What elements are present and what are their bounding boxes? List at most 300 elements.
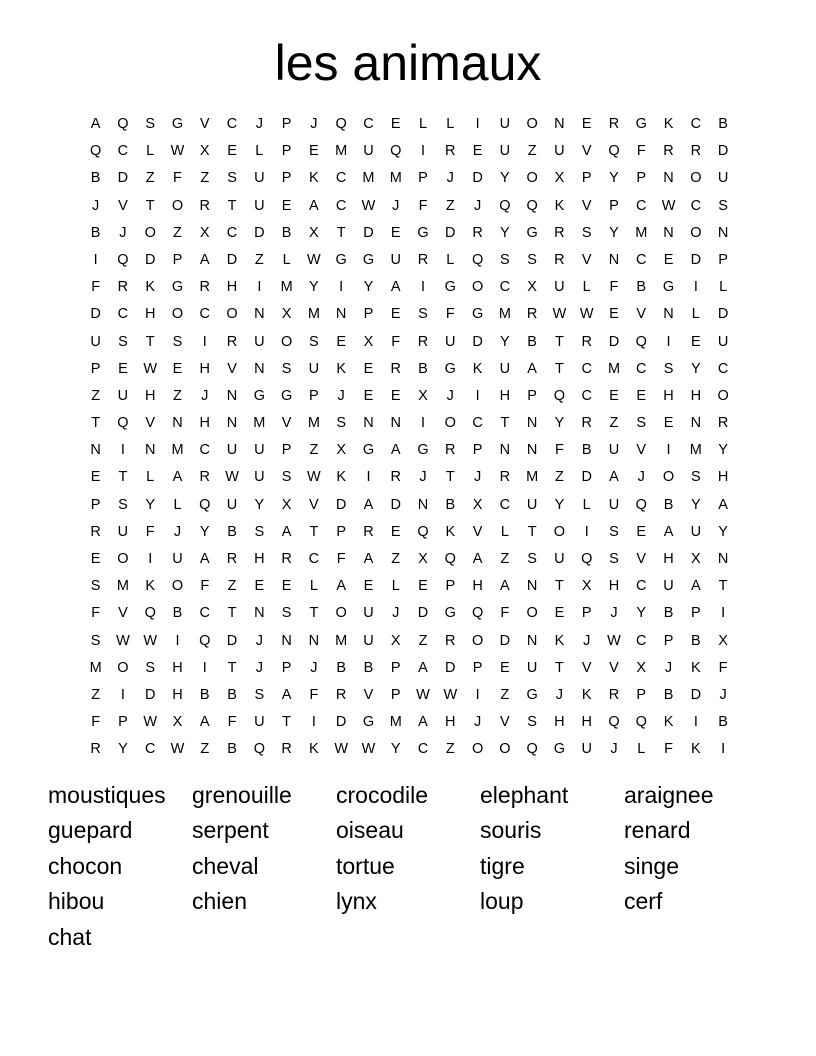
grid-letter: J (310, 116, 318, 132)
grid-letter: K (690, 741, 701, 758)
grid-letter: F (145, 523, 155, 540)
grid-letter: D (144, 251, 156, 268)
grid-row (82, 682, 737, 709)
grid-letter: S (254, 686, 265, 703)
grid-letter: H (472, 578, 483, 595)
grid-letter: A (363, 496, 374, 513)
grid-letter: M (307, 415, 320, 432)
grid-letter: Z (418, 632, 428, 649)
grid-letter: K (554, 197, 565, 214)
grid-letter: E (554, 605, 565, 622)
grid-letter: S (418, 306, 428, 323)
grid-letter: M (89, 659, 102, 676)
word-list-item: guepard (48, 817, 133, 844)
grid-letter: H (690, 387, 702, 404)
grid-letter: V (118, 605, 128, 622)
grid-letter: L (255, 143, 264, 160)
grid-row (82, 437, 737, 464)
grid-letter: M (307, 306, 320, 323)
grid-letter: C (499, 279, 511, 296)
word-list-item: tigre (480, 852, 525, 879)
grid-letter: D (90, 306, 101, 323)
grid-letter: E (390, 116, 401, 132)
grid-letter: I (120, 442, 125, 459)
grid-letter: Q (526, 741, 538, 758)
grid-letter: K (145, 279, 156, 296)
grid-letter: O (471, 741, 484, 758)
grid-letter: U (445, 333, 456, 350)
grid-letter: J (583, 632, 591, 649)
grid-letter: I (421, 415, 426, 432)
grid-letter: T (227, 659, 237, 676)
grid-letter: P (581, 605, 592, 622)
grid-letter: Y (500, 170, 510, 187)
grid-letter: E (281, 578, 292, 595)
grid-letter: T (145, 197, 155, 214)
grid-letter: V (636, 551, 647, 567)
grid-letter: B (172, 605, 183, 622)
grid-letter: T (91, 415, 101, 432)
grid-letter: H (608, 578, 620, 595)
grid-row (82, 546, 737, 573)
word-list-item: elephant (480, 782, 569, 808)
word-list-item: renard (624, 817, 691, 844)
grid-letter: Y (199, 523, 210, 540)
grid-letter: F (664, 741, 673, 758)
grid-letter: D (144, 686, 156, 703)
grid-letter: F (227, 714, 237, 731)
grid-letter: B (445, 496, 456, 513)
grid-letter: N (526, 578, 538, 595)
grid-letter: W (143, 714, 158, 731)
grid-letter: C (226, 224, 238, 241)
grid-letter: C (717, 360, 729, 377)
grid-letter: D (690, 686, 702, 703)
word-list-item: loup (480, 888, 524, 915)
grid-letter: K (336, 469, 346, 486)
grid-letter: A (418, 714, 428, 731)
grid-letter: J (419, 469, 427, 486)
grid-letter: D (226, 632, 238, 649)
word-list-item: lynx (336, 888, 377, 915)
grid-letter: U (526, 496, 538, 513)
grid-letter: R (445, 143, 456, 160)
grid-letter: I (148, 551, 153, 567)
word-list-item: oiseau (336, 817, 404, 844)
grid-letter: N (526, 632, 538, 649)
grid-letter: Y (609, 224, 619, 241)
grid-letter: C (117, 143, 129, 160)
grid-letter: X (199, 224, 210, 241)
grid-letter: J (446, 387, 454, 404)
grid-letter: G (171, 279, 184, 296)
grid-letter: C (581, 360, 592, 377)
grid-letter: V (581, 659, 592, 676)
grid-letter: W (361, 197, 376, 214)
grid-letter: S (145, 116, 156, 132)
grid-letter: H (717, 469, 729, 486)
grid-letter: U (499, 116, 511, 132)
grid-letter: T (309, 605, 319, 622)
grid-letter: D (608, 333, 620, 350)
grid-letter: S (609, 523, 619, 540)
grid-letter: A (609, 469, 619, 486)
grid-letter: L (146, 469, 155, 486)
grid-letter: S (172, 333, 183, 350)
grid-letter: P (281, 659, 292, 676)
grid-letter: U (554, 143, 565, 160)
grid-row (82, 274, 737, 301)
grid-letter: F (91, 605, 101, 622)
grid-letter: X (309, 224, 319, 241)
grid-letter: R (663, 143, 674, 160)
grid-letter: B (636, 279, 647, 296)
grid-letter: D (690, 251, 702, 268)
grid-letter: J (610, 605, 618, 622)
grid-letter: U (690, 523, 702, 540)
grid-letter: K (145, 578, 156, 595)
grid-letter: N (526, 442, 538, 459)
grid-letter: G (662, 279, 675, 296)
grid-letter: M (389, 170, 402, 187)
grid-letter: W (443, 686, 458, 703)
grid-letter: Y (118, 741, 128, 758)
grid-letter: B (527, 333, 537, 350)
grid-letter: N (663, 306, 674, 323)
grid-letter: Z (445, 197, 455, 214)
grid-letter: D (117, 170, 129, 187)
grid-letter: C (690, 116, 702, 132)
grid-letter: L (282, 251, 291, 268)
grid-letter: Q (471, 605, 484, 622)
word-list (48, 778, 788, 955)
grid-letter: X (554, 170, 565, 187)
grid-letter: L (719, 279, 728, 296)
grid-letter: H (445, 714, 456, 731)
grid-letter: I (475, 387, 480, 404)
grid-letter: F (554, 442, 564, 459)
grid-letter: L (582, 496, 591, 513)
grid-letter: U (117, 523, 129, 540)
grid-letter: R (281, 741, 292, 758)
grid-row (82, 736, 737, 763)
grid-letter: S (118, 496, 128, 513)
grid-letter: U (254, 333, 265, 350)
grid-letter: N (554, 116, 565, 132)
grid-letter: F (636, 143, 646, 160)
grid-letter: M (362, 170, 375, 187)
grid-letter: N (608, 251, 620, 268)
grid-letter: S (254, 523, 265, 540)
grid-letter: Z (173, 224, 182, 241)
grid-letter: A (309, 197, 319, 214)
grid-row (82, 410, 737, 437)
grid-letter: Y (690, 360, 701, 377)
grid-letter: M (335, 143, 348, 160)
grid-letter: E (663, 251, 674, 268)
grid-letter: Z (527, 143, 537, 160)
grid-letter: U (363, 632, 374, 649)
grid-letter: H (226, 279, 238, 296)
grid-letter: P (527, 387, 537, 404)
grid-letter: P (118, 714, 128, 731)
grid-letter: Q (417, 523, 429, 540)
grid-letter: P (281, 116, 292, 132)
grid-letter: I (584, 523, 589, 540)
grid-letter: C (363, 116, 374, 132)
grid-letter: H (199, 360, 210, 377)
grid-letter: C (636, 197, 647, 214)
grid-letter: R (608, 686, 620, 703)
grid-letter: P (309, 387, 319, 404)
grid-letter: E (90, 551, 101, 567)
grid-letter: O (690, 224, 702, 241)
grid-letter: S (309, 333, 319, 350)
grid-letter: E (609, 387, 619, 404)
grid-letter: Z (91, 387, 101, 404)
grid-letter: G (253, 387, 265, 404)
word-list-item: cerf (624, 888, 663, 915)
grid-letter: E (500, 659, 510, 676)
grid-letter: S (581, 224, 592, 241)
grid-letter: N (90, 442, 101, 459)
grid-letter: K (554, 632, 565, 649)
grid-row (82, 709, 737, 736)
grid-letter: Y (718, 523, 728, 540)
grid-letter: D (363, 224, 374, 241)
grid-letter: X (472, 496, 483, 513)
grid-letter: O (144, 224, 156, 241)
grid-letter: B (363, 659, 374, 676)
grid-letter: T (227, 197, 237, 214)
grid-letter: D (445, 659, 456, 676)
grid-letter: Z (500, 551, 510, 567)
grid-letter: S (500, 251, 510, 268)
grid-letter: I (721, 741, 726, 758)
grid-letter: W (143, 632, 158, 649)
word-list-item: souris (480, 817, 542, 844)
grid-letter: U (254, 714, 265, 731)
grid-letter: A (172, 469, 183, 486)
grid-letter: F (445, 306, 455, 323)
grid-row (82, 165, 737, 192)
grid-letter: U (608, 496, 620, 513)
grid-letter: O (690, 170, 702, 187)
grid-letter: D (499, 632, 511, 649)
word-list-item: chien (192, 888, 247, 915)
grid-letter: R (117, 279, 129, 296)
grid-letter: L (391, 578, 400, 595)
grid-letter: J (92, 197, 100, 214)
grid-letter: C (636, 578, 647, 595)
grid-letter: M (498, 306, 511, 323)
grid-letter: Z (309, 442, 319, 459)
grid-letter: W (579, 306, 594, 323)
grid-letter: E (636, 523, 647, 540)
grid-letter: G (171, 116, 184, 132)
grid-letter: U (363, 605, 374, 622)
grid-letter: M (689, 442, 702, 459)
grid-letter: D (226, 251, 238, 268)
grid-letter: N (335, 306, 347, 323)
grid-letter: N (526, 415, 538, 432)
grid-letter: I (202, 333, 207, 350)
grid-letter: W (307, 251, 321, 268)
grid-letter: R (554, 251, 565, 268)
grid-letter: U (90, 333, 101, 350)
grid-letter: A (199, 714, 210, 731)
grid-letter: U (499, 143, 511, 160)
grid-letter: D (335, 714, 347, 731)
grid-letter: Q (117, 251, 129, 268)
grid-letter: R (417, 333, 429, 350)
grid-letter: R (608, 116, 620, 132)
grid-letter: U (554, 279, 565, 296)
grid-letter: T (227, 605, 237, 622)
grid-row (82, 573, 737, 600)
grid-letter: S (90, 632, 101, 649)
grid-letter: J (392, 605, 400, 622)
grid-letter: R (526, 306, 538, 323)
grid-letter: Q (608, 714, 620, 731)
grid-letter: E (336, 333, 346, 350)
grid-letter: X (527, 279, 537, 296)
grid-letter: H (199, 415, 210, 432)
grid-letter: G (444, 279, 456, 296)
grid-letter: B (663, 496, 674, 513)
grid-letter: C (499, 496, 511, 513)
grid-letter: P (281, 442, 292, 459)
grid-letter: Y (254, 496, 265, 513)
grid-letter: K (690, 659, 701, 676)
grid-letter: D (717, 143, 729, 160)
grid-letter: L (500, 523, 509, 540)
grid-letter: M (280, 279, 293, 296)
grid-letter: R (390, 360, 401, 377)
grid-letter: Q (553, 387, 566, 404)
grid-letter: C (690, 197, 702, 214)
grid-letter: T (718, 578, 728, 595)
grid-letter: O (335, 605, 347, 622)
grid-row (82, 193, 737, 220)
grid-letter: J (446, 170, 454, 187)
grid-letter: B (199, 686, 210, 703)
grid-letter: E (118, 360, 128, 377)
grid-letter: T (309, 523, 319, 540)
grid-letter: X (172, 714, 183, 731)
grid-letter: X (336, 442, 346, 459)
grid-letter: P (281, 170, 292, 187)
grid-letter: R (445, 442, 456, 459)
grid-letter: O (526, 116, 538, 132)
grid-letter: J (201, 387, 209, 404)
grid-letter: Y (309, 279, 319, 296)
grid-letter: B (718, 714, 728, 731)
grid-letter: E (254, 578, 265, 595)
grid-letter: U (663, 578, 674, 595)
grid-letter: E (309, 143, 319, 160)
grid-letter: F (500, 605, 510, 622)
grid-letter: T (554, 578, 564, 595)
grid-letter: X (199, 143, 210, 160)
grid-letter: X (690, 551, 701, 567)
grid-letter: P (445, 578, 456, 595)
grid-row (82, 655, 737, 682)
grid-letter: W (552, 306, 567, 323)
grid-letter: U (226, 442, 238, 459)
grid-letter: P (718, 251, 728, 268)
grid-row (82, 356, 737, 383)
grid-letter: M (335, 632, 348, 649)
grid-letter: Z (91, 686, 101, 703)
grid-row (82, 329, 737, 356)
grid-letter: V (227, 360, 237, 377)
grid-letter: R (363, 523, 374, 540)
grid-letter: Y (500, 224, 510, 241)
grid-letter: U (363, 143, 374, 160)
grid-letter: W (607, 632, 621, 649)
grid-row (82, 464, 737, 491)
grid-letter: U (254, 469, 265, 486)
grid-letter: T (145, 333, 155, 350)
grid-letter: S (281, 605, 292, 622)
grid-letter: Z (254, 251, 264, 268)
grid-letter: G (362, 714, 375, 731)
grid-letter: W (170, 143, 185, 160)
grid-letter: J (255, 632, 263, 649)
grid-letter: M (389, 714, 402, 731)
grid-letter: E (390, 224, 401, 241)
grid-letter: K (309, 741, 319, 758)
grid-letter: C (636, 632, 647, 649)
grid-letter: G (362, 251, 375, 268)
grid-letter: A (363, 551, 374, 567)
grid-letter: V (581, 197, 592, 214)
grid-letter: R (199, 197, 210, 214)
grid-letter: P (90, 360, 101, 377)
grid-letter: K (472, 360, 483, 377)
grid-letter: Z (554, 469, 564, 486)
grid-letter: J (555, 686, 564, 703)
grid-letter: I (693, 714, 698, 731)
grid-letter: I (475, 686, 480, 703)
grid-letter: N (390, 415, 401, 432)
word-list-item: grenouille (192, 782, 292, 808)
grid-letter: U (226, 496, 238, 513)
grid-letter: P (172, 251, 183, 268)
grid-letter: Q (635, 714, 647, 731)
grid-letter: E (636, 387, 647, 404)
grid-letter: O (553, 523, 566, 540)
grid-letter: D (254, 224, 265, 241)
grid-letter: P (609, 197, 619, 214)
grid-letter: Q (253, 741, 265, 758)
grid-letter: P (690, 605, 701, 622)
grid-letter: W (116, 632, 130, 649)
grid-letter: Q (335, 116, 347, 132)
grid-letter: W (416, 686, 430, 703)
grid-letter: N (254, 306, 265, 323)
letter-grid (82, 111, 737, 764)
grid-letter: U (608, 442, 620, 459)
grid-letter: J (310, 659, 318, 676)
grid-letter: G (362, 442, 375, 459)
grid-letter: H (554, 714, 565, 731)
grid-letter: C (636, 251, 647, 268)
grid-letter: A (390, 442, 401, 459)
grid-letter: S (227, 170, 237, 187)
grid-letter: V (309, 496, 319, 513)
